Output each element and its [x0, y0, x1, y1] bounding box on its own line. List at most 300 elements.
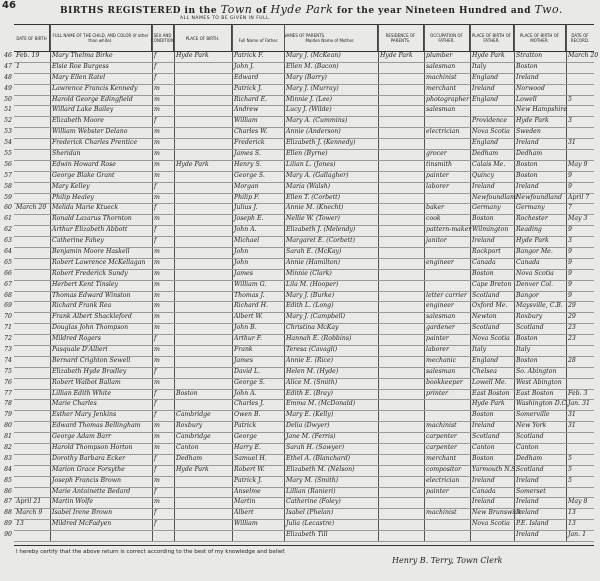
row-occupation: carpenter — [426, 433, 457, 441]
row-father: Harry E. — [234, 444, 261, 451]
row-father-birthplace: Hyde Park — [472, 400, 505, 408]
row-sex: m — [154, 95, 160, 103]
row-date-of-record: 5 — [568, 465, 572, 473]
row-mother-birthplace: Maysville, C.B. — [516, 302, 563, 310]
row-child-name: Mildred McFadyen — [52, 520, 112, 528]
row-date-of-record: 9 — [568, 269, 572, 277]
row-child-name: Thomas Edward Winston — [52, 291, 131, 299]
row-date-of-record: 9 — [568, 248, 572, 255]
row-mother: Elizabeth J. (Kennedy) — [286, 139, 356, 147]
row-father: James — [234, 356, 253, 364]
row-father-birthplace: Dedham — [472, 150, 499, 157]
row-mother-birthplace: East Boston — [516, 389, 554, 397]
row-date: March 20 — [16, 204, 47, 212]
row-occupation: mechanic — [426, 356, 457, 364]
row-mother-birthplace: Reading — [516, 226, 542, 234]
row-father-birthplace: Nova Scotia — [472, 520, 510, 528]
row-occupation: machinist — [426, 509, 457, 517]
row-mother: Edith L. (Long) — [286, 302, 334, 310]
row-sex: f — [154, 226, 157, 234]
title-suffix: for the year Nineteen Hundred and — [336, 6, 531, 16]
title-prefix: BIRTHS REGISTERED in the — [60, 6, 218, 16]
row-father-birthplace: England — [472, 73, 499, 81]
row-occupation: painter — [426, 171, 449, 179]
row-father-birthplace: Ireland — [472, 237, 495, 245]
row-father: Frank — [234, 346, 253, 353]
row-mother: Ethel A. (Blanchard) — [286, 454, 351, 462]
row-mother: Minnie J. (Lee) — [286, 95, 333, 103]
row-mother-birthplace: Boston — [516, 335, 538, 343]
row-father-birthplace: East Boston — [472, 389, 510, 397]
row-father: Thomas J. — [234, 291, 265, 299]
row-occupation: machinist — [426, 73, 457, 81]
row-father: Patrick F. — [234, 52, 264, 59]
row-child-name: Ronald Lazarus Thornton — [52, 215, 132, 223]
row-sex: m — [154, 150, 160, 157]
row-mother-birthplace: Sweden — [516, 128, 541, 136]
row-mother-birthplace: New York — [516, 422, 547, 430]
row-mother-birthplace: Washington D.C. — [516, 400, 568, 408]
row-date-of-record: 13 — [568, 520, 576, 528]
row-father-birthplace: Boston — [472, 269, 494, 277]
header-occupation: OCCUPATION OF FATHER. — [424, 25, 470, 51]
row-mother: Isabel (Phelan) — [286, 509, 334, 517]
row-mother: Annie E. (Rice) — [286, 356, 334, 364]
row-date-of-record: 31 — [568, 411, 576, 419]
row-father-birthplace: Rockport — [472, 248, 501, 255]
row-father: Albert — [234, 509, 254, 517]
row-occupation: electrician — [426, 476, 460, 484]
row-mother-birthplace: Scotland — [516, 324, 544, 332]
row-child-name: Philip Healey — [52, 193, 94, 201]
row-father: Philip F. — [234, 193, 260, 201]
row-father-birthplace: Quincy — [472, 171, 494, 179]
row-child-name: Richard Frank Rea — [52, 302, 112, 310]
row-occupation: merchant — [426, 454, 457, 462]
row-child-name: Esther Mary Jenkins — [52, 411, 117, 419]
row-child-name: Douglas John Thompson — [52, 324, 129, 332]
title-place-type: Town — [220, 3, 253, 16]
row-father: Owen B. — [234, 411, 261, 419]
row-father: Richard H. — [234, 302, 269, 310]
row-father-birthplace: Cape Breton — [472, 280, 512, 288]
row-date-of-record: 5 — [568, 454, 572, 462]
row-mother-birthplace: Dedham — [516, 150, 543, 157]
row-place-of-birth: Hyde Park — [176, 160, 209, 168]
row-mother: Maria (Walsh) — [286, 182, 331, 190]
row-date-of-record: 31 — [568, 139, 576, 147]
row-father-birthplace: Nova Scotia — [472, 128, 510, 136]
row-mother: Mary J. (McKean) — [286, 52, 341, 59]
row-sex: f — [154, 454, 157, 462]
row-child-name: Benjamin Moore Haskell — [52, 248, 130, 255]
row-occupation: gardener — [426, 324, 455, 332]
row-mother: Delia (Dwyer) — [286, 422, 330, 430]
row-number: 81 — [4, 433, 12, 441]
row-date-of-record: Feb. 3 — [568, 389, 588, 397]
row-mother: Ellen (Byrne) — [286, 150, 328, 157]
row-date-of-record: 13 — [568, 509, 576, 517]
row-date-of-record: Jan. 1 — [568, 531, 587, 539]
row-father-birthplace: Boston — [472, 215, 494, 223]
row-date: 13 — [16, 520, 24, 528]
row-father: Patrick — [234, 422, 257, 430]
row-child-name: Sheridan — [52, 150, 81, 157]
row-number: 71 — [4, 324, 12, 332]
row-mother-birthplace: Ireland — [516, 139, 539, 147]
row-date-of-record: 5 — [568, 95, 572, 103]
row-date-of-record: 23 — [568, 335, 576, 343]
header-residence: RESIDENCE OF PARENTS. — [378, 25, 424, 51]
row-mother: Mary J. (Murray) — [286, 84, 339, 92]
row-number: 61 — [4, 215, 12, 223]
row-occupation: laborer — [426, 182, 449, 190]
row-date-of-record: 5 — [568, 476, 572, 484]
row-father-birthplace: Oxford Me. — [472, 302, 508, 310]
row-child-name: Elizabeth Moore — [52, 117, 104, 125]
row-number: 88 — [4, 509, 12, 517]
row-mother-birthplace: Lowell — [516, 95, 537, 103]
row-place-of-birth: Dedham — [176, 454, 203, 462]
row-occupation: printer — [426, 389, 448, 397]
row-father-birthplace: England — [472, 356, 499, 364]
row-mother-birthplace: Canada — [516, 258, 540, 266]
row-mother: Elizabeth M. (Nelson) — [286, 465, 355, 473]
row-number: 89 — [4, 520, 12, 528]
row-occupation: laborer — [426, 346, 449, 353]
row-sex: m — [154, 422, 160, 430]
row-father-birthplace: New Brunswick — [472, 509, 522, 517]
row-father-birthplace: Canton — [472, 444, 495, 451]
row-mother-birthplace: West Abington — [516, 378, 562, 386]
row-mother: Julia (Lecastre) — [286, 520, 335, 528]
row-father: James — [234, 269, 253, 277]
row-occupation: bookkeeper — [426, 378, 463, 386]
row-place-of-birth: Boston — [176, 389, 198, 397]
row-father: Andrew — [234, 106, 259, 114]
row-mother: Emma M. (McDonald) — [286, 400, 356, 408]
row-number: 85 — [4, 476, 12, 484]
row-mother: Alice M. (Smith) — [286, 378, 338, 386]
row-sex: m — [154, 193, 160, 201]
row-occupation: photographer — [426, 95, 470, 103]
row-father: Arthur F. — [234, 335, 263, 343]
row-sex: m — [154, 128, 160, 136]
title-year: Two. — [534, 3, 563, 16]
row-father-birthplace: Chelsea — [472, 367, 497, 375]
row-child-name: Melida Marie Ktueck — [52, 204, 119, 212]
row-father-birthplace: Canada — [472, 487, 496, 495]
row-occupation: cook — [426, 215, 441, 223]
row-father-birthplace: Hyde Park — [472, 52, 505, 59]
row-date-of-record: 9 — [568, 226, 572, 234]
row-mother-birthplace: Boston — [516, 62, 538, 70]
row-number: 72 — [4, 335, 12, 343]
row-father: Edward — [234, 73, 259, 81]
row-number: 70 — [4, 313, 12, 321]
row-sex: m — [154, 248, 160, 255]
row-mother: Sarah H. (Sawyer) — [286, 444, 345, 451]
header-sex: SEX AND CONDITION — [152, 25, 174, 51]
row-father-birthplace: Germany — [472, 204, 501, 212]
row-occupation: salesman — [426, 313, 456, 321]
row-occupation: carpenter — [426, 444, 457, 451]
row-sex: m — [154, 433, 160, 441]
row-number: 82 — [4, 444, 12, 451]
row-sex: f — [154, 411, 157, 419]
row-child-name: Mary Thelma Birke — [52, 52, 113, 59]
row-sex: m — [154, 84, 160, 92]
row-mother-birthplace: Dedham — [516, 454, 543, 462]
row-father: John — [234, 248, 249, 255]
row-father: Michael — [234, 237, 260, 245]
row-place-of-birth: Cambridge — [176, 433, 211, 441]
row-occupation: salesman — [426, 106, 456, 114]
row-number: 52 — [4, 117, 12, 125]
row-mother-birthplace: Scotland — [516, 465, 544, 473]
row-child-name: Edward Thomas Bellingham — [52, 422, 141, 430]
row-child-name: Robert Walbot Ballam — [52, 378, 121, 386]
row-place-of-birth: Hyde Park — [176, 52, 209, 59]
row-number: 75 — [4, 367, 12, 375]
row-mother-birthplace: Stratton — [516, 52, 543, 59]
row-father: John A. — [234, 389, 257, 397]
row-child-name: Elsie Roe Burgess — [52, 62, 109, 70]
row-mother-birthplace: Norwood — [516, 84, 545, 92]
row-father: Albert W. — [234, 313, 263, 321]
row-child-name: Marion Grace Forsythe — [52, 465, 125, 473]
row-sex: m — [154, 160, 160, 168]
row-date: Feb. 19 — [16, 52, 40, 59]
row-mother-birthplace: Roxbury — [516, 313, 543, 321]
row-mother: Elizabeth J. (Melendy) — [286, 226, 356, 234]
row-mother-birthplace: Boston — [516, 171, 538, 179]
row-father: John A. — [234, 226, 257, 234]
row-number: 62 — [4, 226, 12, 234]
row-father: William — [234, 520, 258, 528]
row-mother: Jane M. (Ferris) — [286, 433, 336, 441]
row-child-name: William Webster Delano — [52, 128, 128, 136]
row-mother: Hannah E. (Robbins) — [286, 335, 352, 343]
row-father: Henry S. — [234, 160, 262, 168]
row-mother-birthplace: Ireland — [516, 182, 539, 190]
row-date: April 21 — [16, 498, 42, 506]
row-child-name: Arthur Elizabeth Abbott — [52, 226, 128, 234]
row-mother-birthplace: Nova Scotia — [516, 269, 554, 277]
row-father-birthplace: Newfoundland — [472, 193, 518, 201]
row-mother-birthplace: Italy — [516, 346, 531, 353]
row-sex: f — [154, 465, 157, 473]
row-sex: f — [154, 73, 157, 81]
row-occupation: engineer — [426, 258, 454, 266]
row-occupation: letter carrier — [426, 291, 467, 299]
row-occupation: salesman — [426, 62, 456, 70]
row-mother-birthplace: Boston — [516, 356, 538, 364]
row-mother: Mary J. (Burke) — [286, 291, 335, 299]
row-number: 47 — [4, 62, 12, 70]
row-father-birthplace: Italy — [472, 346, 487, 353]
row-occupation: engineer — [426, 302, 454, 310]
row-child-name: Herbert Kent Tinsley — [52, 280, 119, 288]
header-date-of-record: DATE OF RECORD. — [570, 33, 590, 43]
register-table — [4, 51, 599, 541]
row-mother-birthplace: Scotland — [516, 433, 544, 441]
row-number: 55 — [4, 150, 12, 157]
row-date-of-record: 9 — [568, 280, 572, 288]
row-child-name: Frank Albert Shackleford — [52, 313, 132, 321]
row-mother: Ellen M. (Bacon) — [286, 62, 339, 70]
row-father: John — [234, 258, 249, 266]
row-date: March 9 — [16, 509, 43, 517]
row-mother: Christina McKay — [286, 324, 339, 332]
row-mother: Teresa (Cavagli) — [286, 346, 338, 353]
row-number: 77 — [4, 389, 12, 397]
row-number: 60 — [4, 204, 12, 212]
row-child-name: Robert Frederick Sundy — [52, 269, 128, 277]
row-number: 69 — [4, 302, 12, 310]
row-father-birthplace: Boston — [472, 454, 494, 462]
row-number: 80 — [4, 422, 12, 430]
row-father-birthplace: Ireland — [472, 476, 495, 484]
row-sex: m — [154, 280, 160, 288]
row-date-of-record: 28 — [568, 356, 576, 364]
row-child-name: Edwin Howard Rose — [52, 160, 116, 168]
row-mother: Annie M. (Knecht) — [286, 204, 344, 212]
row-occupation: painter — [426, 335, 449, 343]
row-mother-birthplace: Bangor Me. — [516, 248, 553, 255]
row-father-birthplace: Wilmington — [472, 226, 509, 234]
row-occupation: pattern-maker — [426, 226, 472, 234]
row-number: 65 — [4, 258, 12, 266]
row-sex: m — [154, 313, 160, 321]
row-occupation: machinist — [426, 422, 457, 430]
row-mother-birthplace: Hyde Park — [516, 237, 549, 245]
row-mother: Elizabeth Till — [286, 531, 328, 539]
row-father-birthplace: Italy — [472, 62, 487, 70]
row-child-name: Isabel Irene Brown — [52, 509, 113, 517]
row-occupation: tinsmith — [426, 160, 452, 168]
row-father-birthplace: Canada — [472, 258, 496, 266]
row-child-name: Mary Kelley — [52, 182, 90, 190]
row-date-of-record: 29 — [568, 302, 576, 310]
row-sex: m — [154, 269, 160, 277]
row-sex: f — [154, 335, 157, 343]
row-mother: Minnie (Clark) — [286, 269, 332, 277]
row-date-of-record: 9 — [568, 291, 572, 299]
row-sex: m — [154, 498, 160, 506]
page-subtitle: ALL NAMES TO BE GIVEN IN FULL. — [180, 16, 272, 21]
row-number: 66 — [4, 269, 12, 277]
row-mother-birthplace: Boston — [516, 160, 538, 168]
row-father-birthplace: Ireland — [472, 422, 495, 430]
row-mother: Sarah E. (McKay) — [286, 248, 342, 255]
row-mother-birthplace: P.E. Island — [516, 520, 549, 528]
row-mother-birthplace: So. Abington — [516, 367, 557, 375]
row-sex: f — [154, 389, 157, 397]
row-mother-birthplace: Hyde Park — [516, 117, 549, 125]
row-father: William — [234, 117, 258, 125]
row-date-of-record: March 20 — [568, 52, 599, 59]
row-child-name: Willard Lake Bailey — [52, 106, 114, 114]
row-child-name: Frederick Charles Prentice — [52, 139, 138, 147]
row-mother: Ellen T. (Corbett) — [286, 193, 341, 201]
row-father: John B. — [234, 324, 257, 332]
row-date-of-record: 23 — [568, 324, 576, 332]
row-number: 63 — [4, 237, 12, 245]
row-mother: Helen M. (Hyde) — [286, 367, 339, 375]
page-title — [60, 3, 580, 17]
row-number: 51 — [4, 106, 12, 114]
row-occupation: compositor — [426, 465, 462, 473]
row-father-birthplace: Newton — [472, 313, 497, 321]
row-sex: m — [154, 444, 160, 451]
row-child-name: Harold Thompson Horton — [52, 444, 133, 451]
row-number: 59 — [4, 193, 12, 201]
row-sex: m — [154, 324, 160, 332]
row-date-of-record: Jan. 31 — [568, 400, 590, 408]
row-father: Martin — [234, 498, 256, 506]
row-father-birthplace: Nova Scotia — [472, 335, 510, 343]
row-mother-birthplace: Newfoundland — [516, 193, 562, 201]
row-sex: f — [154, 487, 157, 495]
row-sex: f — [154, 62, 157, 70]
row-child-name: Martin Wolfe — [52, 498, 93, 506]
row-father-birthplace: Scotland — [472, 324, 500, 332]
row-number: 56 — [4, 160, 12, 168]
row-occupation: baker — [426, 204, 445, 212]
row-mother-birthplace: Somerville — [516, 411, 550, 419]
row-sex: m — [154, 258, 160, 266]
header-father: Full Name of Father. — [238, 38, 279, 43]
row-sex: f — [154, 400, 157, 408]
row-mother-birthplace: Ireland — [516, 498, 539, 506]
row-date-of-record: 31 — [568, 422, 576, 430]
row-sex: f — [154, 117, 157, 125]
row-number: 90 — [4, 531, 12, 539]
row-sex: f — [154, 509, 157, 517]
row-mother-birthplace: Germany — [516, 204, 545, 212]
title-of: of — [255, 6, 267, 16]
row-number: 74 — [4, 356, 12, 364]
row-number: 54 — [4, 139, 12, 147]
row-date-of-record: April 7 — [568, 193, 590, 201]
row-sex: m — [154, 291, 160, 299]
row-number: 53 — [4, 128, 12, 136]
row-father-birthplace: England — [472, 95, 499, 103]
row-date-of-record: 9 — [568, 258, 572, 266]
row-father: Frederick — [234, 139, 265, 147]
row-father: George S. — [234, 378, 265, 386]
row-sex: f — [154, 204, 157, 212]
row-mother-birthplace: New Hampshire — [516, 106, 568, 114]
row-mother: Annie (Anderson) — [286, 128, 341, 136]
row-place-of-birth: Roxbury — [176, 422, 203, 430]
row-father: Julius J. — [234, 204, 258, 212]
row-mother: Mary (Barry) — [286, 73, 327, 81]
row-father-birthplace: Yarmouth N.S. — [472, 465, 518, 473]
row-father: Joseph E. — [234, 215, 264, 223]
row-father-birthplace: England — [472, 139, 499, 147]
row-number: 48 — [4, 73, 12, 81]
row-number: 76 — [4, 378, 12, 386]
row-number: 86 — [4, 487, 12, 495]
row-number: 49 — [4, 84, 12, 92]
row-sex: f — [154, 52, 157, 59]
row-mother-birthplace: Canton — [516, 444, 539, 451]
column-headers — [14, 24, 594, 52]
row-mother: Annie (Hamilton) — [286, 258, 340, 266]
row-father: Patrick J. — [234, 476, 263, 484]
